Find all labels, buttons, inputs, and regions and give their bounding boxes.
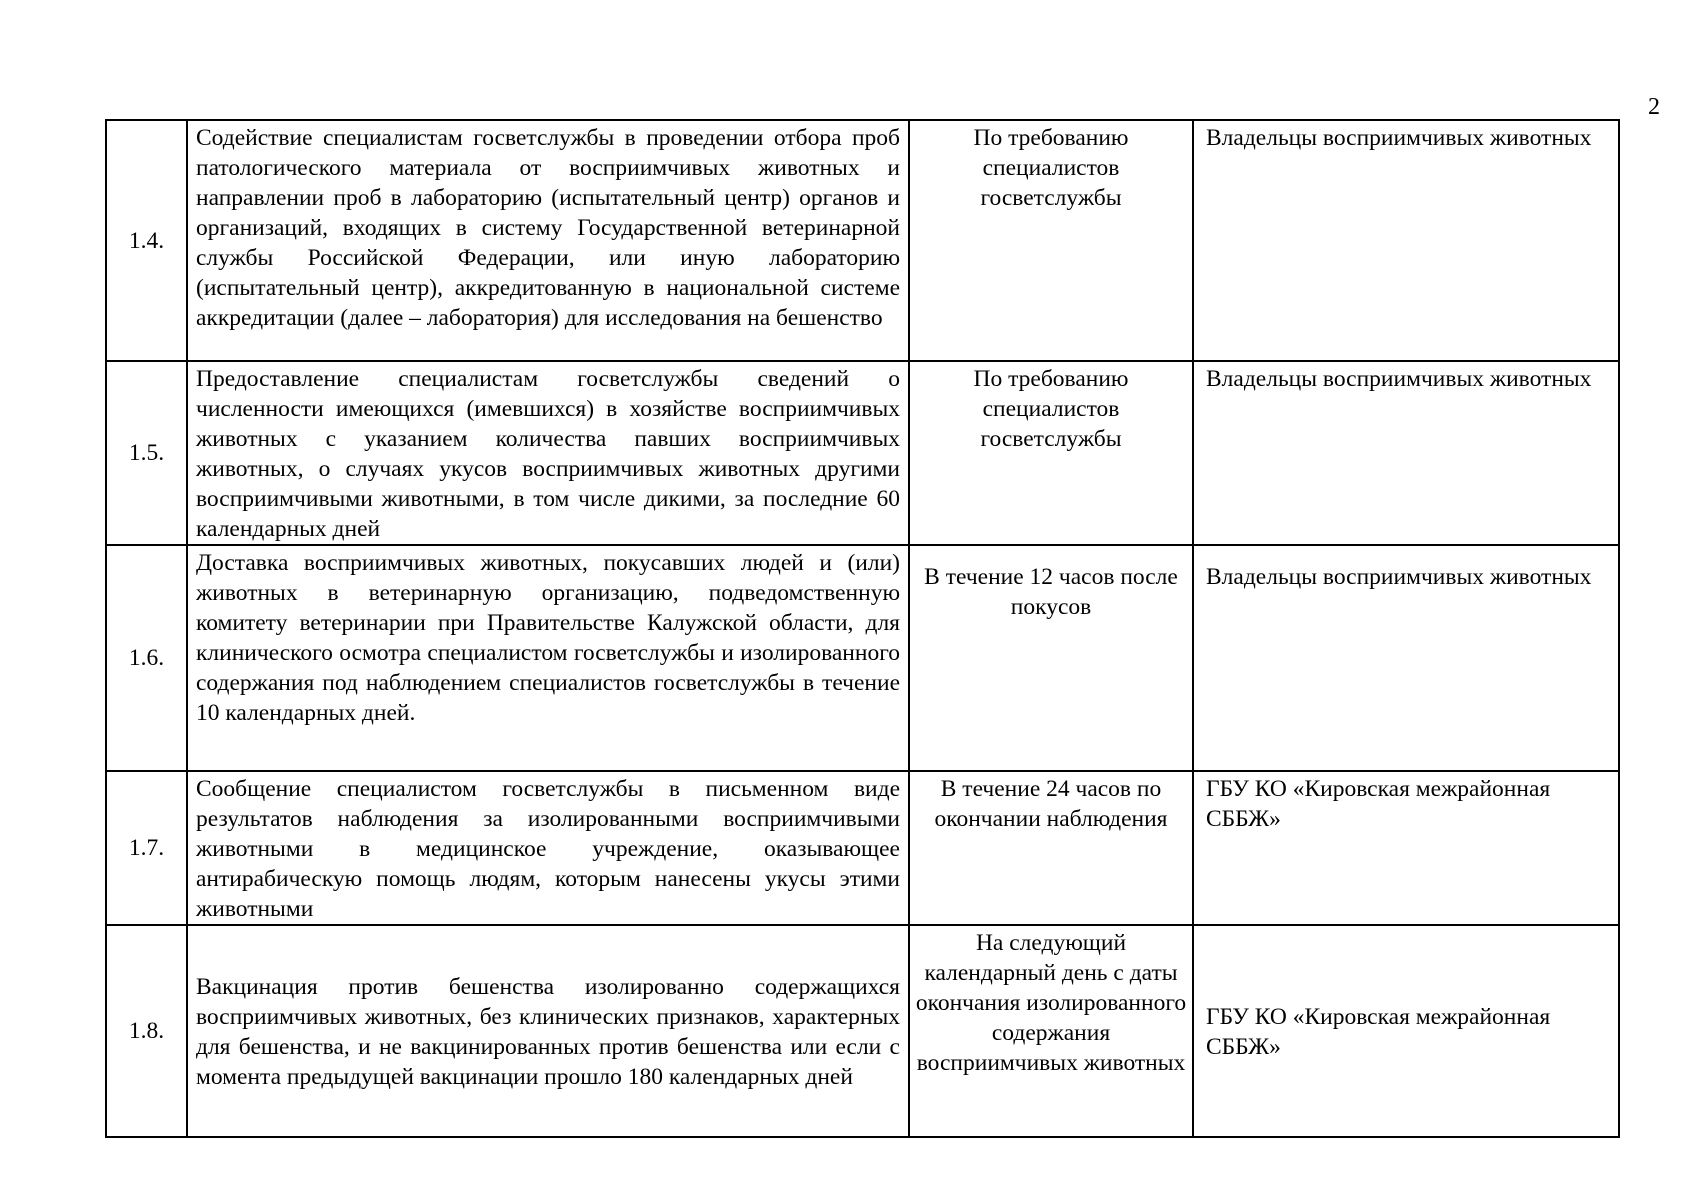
measure-responsible: Владельцы восприимчивых животных [1193,545,1619,771]
measure-term: На следующий календарный день с даты окончания изолированного содержания восприимчивых животных [909,925,1193,1137]
measure-responsible: Владельцы восприимчивых животных [1193,120,1619,361]
table-row [106,545,1619,771]
measure-responsible: ГБУ КО «Кировская межрайонная СББЖ» [1193,771,1619,925]
measure-text: Сообщение специалистом госветслужбы в письменном виде результатов наблюдения за изолированными восприимчивыми животными в медицинское учреждение, оказывающее антирабическую помощь людям, которым нанесены укусы этими животными [187,771,909,925]
item-number: 1.8. [106,925,187,1137]
measure-text: Содействие специалистам госветслужбы в проведении отбора проб патологического материала от восприимчивых животных и направлении проб в лабораторию (испытательный центр) органов и организаций, входящих в систему Государственной ветеринарной службы Российской Федерации, или иную лабораторию (испытательный центр), аккредитованную в национальной системе аккредитации (далее – лаборатория) для исследования на бешенство [187,120,909,361]
measure-text: Доставка восприимчивых животных, покусавших людей и (или) животных в ветеринарную организацию, подведомственную комитету ветеринарии при Правительстве Калужской области, для клинического осмотра специалистом госветслужбы и изолированного содержания под наблюдением специалистов госветслужбы в течение 10 календарных дней. [187,545,909,771]
measure-term: По требованию специалистов госветслужбы [909,120,1193,361]
item-number: 1.4. [106,120,187,361]
item-number: 1.5. [106,361,187,545]
measure-responsible: ГБУ КО «Кировская межрайонная СББЖ» [1193,925,1619,1137]
measure-term: В течение 24 часов по окончании наблюдения [909,771,1193,925]
table-row [106,771,1619,925]
measure-responsible: Владельцы восприимчивых животных [1193,361,1619,545]
table-row [106,120,1619,361]
table-row [106,925,1619,1137]
item-number: 1.7. [106,771,187,925]
table-row [106,361,1619,545]
measure-text: Вакцинация против бешенства изолированно содержащихся восприимчивых животных, без клинических признаков, характерных для бешенства, и не вакцинированных против бешенства или если с момента предыдущей вакцинации прошло 180 календарных дней [187,925,909,1137]
measure-text: Предоставление специалистам госветслужбы сведений о численности имеющихся (имевшихся) в хозяйстве восприимчивых животных с указанием количества павших восприимчивых животных, о случаях укусов восприимчивых животных другими восприимчивыми животными, в том числе дикими, за последние 60 календарных дней [187,361,909,545]
measures-table [105,119,1620,1138]
page-number: 2 [1648,94,1660,120]
item-number: 1.6. [106,545,187,771]
measure-term: По требованию специалистов госветслужбы [909,361,1193,545]
measure-term: В течение 12 часов после покусов [909,545,1193,771]
